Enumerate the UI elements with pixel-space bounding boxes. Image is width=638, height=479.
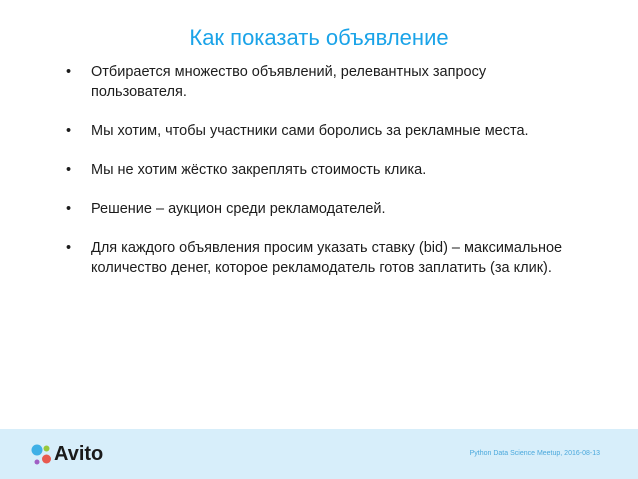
bullet-text: Для каждого объявления просим указать ставку (bid) – максимальное количество денег, которое рекламодатель готов заплатить (за клик).	[91, 240, 563, 276]
logo-dot-green	[44, 446, 50, 452]
bullet-marker: •	[66, 162, 72, 178]
bullet-marker: •	[66, 123, 72, 139]
logo-dot-red	[42, 455, 51, 464]
bullet-item	[66, 238, 566, 278]
bullet-text: Мы не хотим жёстко закреплять стоимость клика.	[91, 162, 427, 178]
bullet-item	[66, 121, 566, 141]
avito-logo-dots-icon	[30, 442, 52, 468]
footer-bar	[0, 429, 638, 479]
bullet-item	[66, 62, 566, 102]
logo-dot-blue	[32, 445, 43, 456]
footer-event-note: Python Data Science Meetup, 2016-08-13	[469, 450, 600, 457]
logo-text: Avito	[54, 443, 104, 465]
bullet-marker: •	[66, 240, 72, 256]
bullet-text: Мы хотим, чтобы участники сами боролись за рекламные места.	[91, 123, 529, 139]
bullet-text: Отбирается множество объявлений, релевантных запросу пользователя.	[91, 64, 487, 100]
logo-dot-purple	[35, 460, 40, 465]
bullet-list	[66, 62, 566, 297]
bullet-marker: •	[66, 64, 72, 80]
avito-logo	[30, 442, 120, 468]
bullet-marker: •	[66, 201, 72, 217]
bullet-text: Решение – аукцион среди рекламодателей.	[91, 201, 386, 217]
slide-title: Как показать объявление	[189, 25, 449, 50]
bullet-item	[66, 160, 566, 180]
bullet-item	[66, 199, 566, 219]
